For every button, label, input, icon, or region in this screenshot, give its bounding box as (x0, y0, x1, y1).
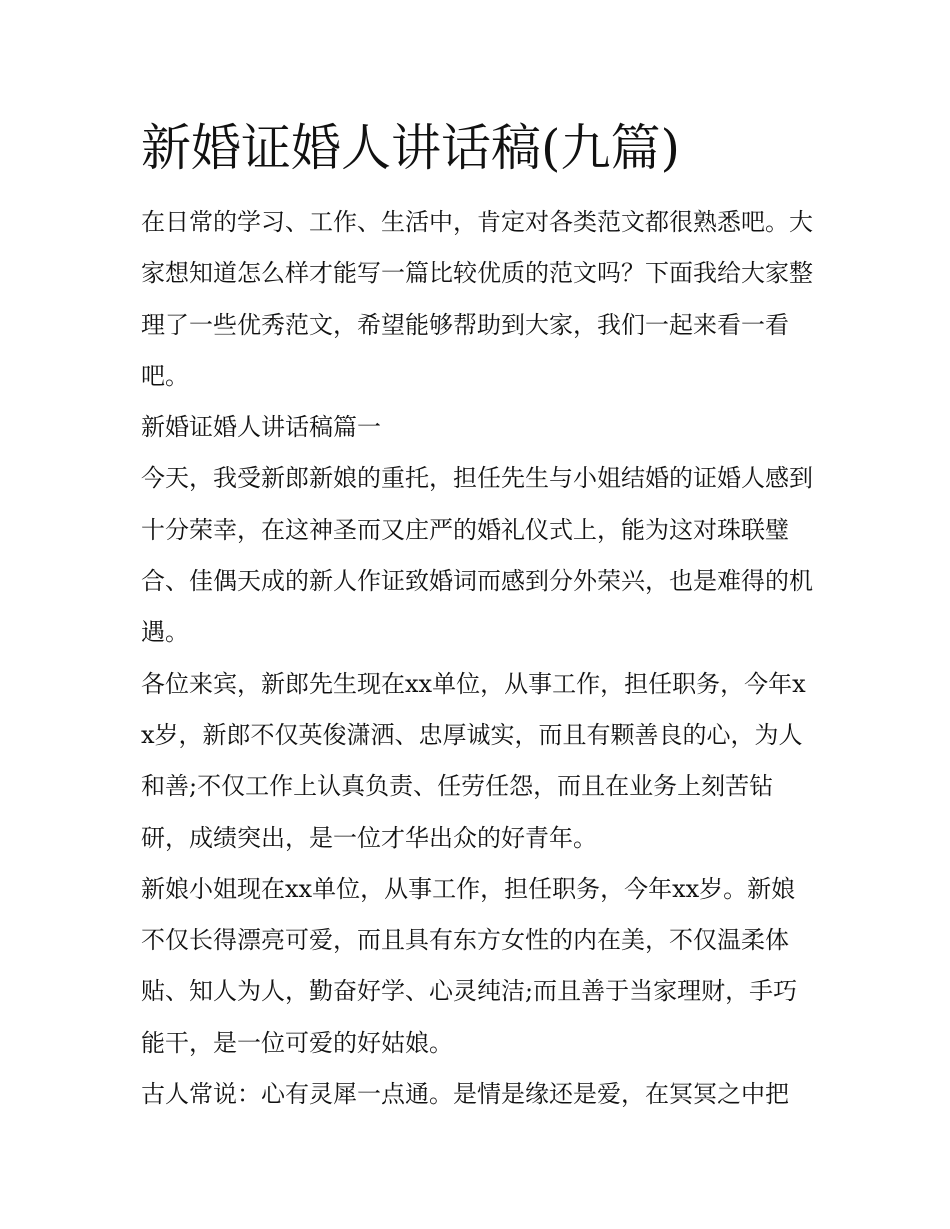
body-paragraph: 今天，我受新郎新娘的重托，担任先生与小姐结婚的证婚人感到十分荣幸，在这神圣而又庄严的婚礼仪式上，能为这对珠联璧合、佳偶天成的新人作证致婚词而感到分外荣兴，也是难得的机遇。 (141, 464, 813, 647)
section-heading-1: 新婚证婚人讲话稿篇一 (141, 413, 381, 442)
body-paragraph: 各位来宾，新郎先生现在xx单位，从事工作，担任职务，今年xx岁，新郎不仅英俊潇洒、忠厚诚实，而且有颗善良的心，为人和善;不仅工作上认真负责、任劳任怨，而且在业务上刻苦钻研，成绩突出，是一位才华出众的好青年。 (141, 669, 806, 852)
intro-paragraph: 在日常的学习、工作、生活中，肯定对各类范文都很熟悉吧。大家想知道怎么样才能写一篇比较优质的范文吗？下面我给大家整理了一些优秀范文，希望能够帮助到大家，我们一起来看一看吧。 (141, 208, 813, 390)
body-paragraph: 古人常说：心有灵犀一点通。是情是缘还是爱，在冥冥之中把 (141, 1080, 789, 1109)
body-paragraph: 新娘小姐现在xx单位，从事工作，担任职务，今年xx岁。新娘不仅长得漂亮可爱，而且具有东方女性的内在美，不仅温柔体贴、知人为人，勤奋好学、心灵纯洁;而且善于当家理财，手巧能干，是一位可爱的好姑娘。 (141, 874, 798, 1057)
document-title: 新婚证婚人讲话稿(九篇) (141, 119, 681, 177)
document-body (141, 197, 813, 1120)
